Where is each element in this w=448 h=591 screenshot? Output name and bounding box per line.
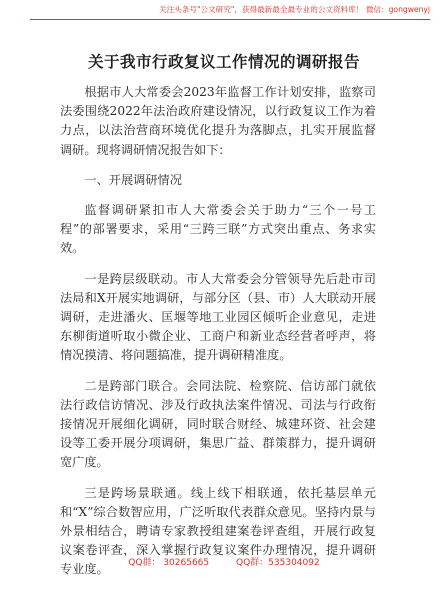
header-notice: 关注头条号"公文研究"，获得最新最全最专业的公文资料库！ 微信：gongwenyj xyxy=(158,5,430,14)
section-heading-1: 一、开展调研情况 xyxy=(84,172,182,187)
document-title: 关于我市行政复议工作情况的调研报告 xyxy=(87,52,360,71)
paragraph-4: 三是跨场景联通。线上线下相联通，依托基层单元和“X”综合数智应用，广泛听取代表群众意见。坚持内景与外景相结合，聘请专家教授组建案卷评查组，开展行政复议案卷评查，深入掌握行政复议案件办理情况，提升调研专业度。 xyxy=(60,485,376,577)
footer-qq-group-2: QQ群：535304092 xyxy=(236,558,320,568)
header-rule xyxy=(30,19,430,20)
paragraph-intro: 根据市人大常委会2023年监督工作计划安排，监察司法委围绕2022年法治政府建设情况，以行政复议工作为着力点，以法治营商环境优化提升为落脚点，扎实开展监督调研。现将调研情况报告如下： xyxy=(60,85,376,157)
document-body xyxy=(60,83,376,591)
footer-qq-group-1: QQ群： 30265665 xyxy=(128,558,210,568)
paragraph-3: 二是跨部门联合。会同法院、检察院、信访部门就依法行政信访情况、涉及行政执法案件情况、司法与行政衔接情况开展细化调研，同时联合财经、城建环资、社会建设等工委开展分项调研，集思广益、群策群力，提升调研宽广度。 xyxy=(60,378,376,470)
footer xyxy=(0,555,448,568)
paragraph-2: 一是跨层级联动。市人大常委会分管领导先后赴市司法局和X开展实地调研，与部分区（县、市）人大联动开展调研，走进潘火、匡堰等地工业园区倾听企业意见，走进东柳街道听取小微企业、工商户和新业态经营者呼声，将情况摸清、将问题搞准，提升调研精准度。 xyxy=(60,271,376,363)
paragraph-1: 监督调研紧扣市人大常委会关于助力“三个一号工程”的部署要求，采用“三跨三联”方式突出重点、务求实效。 xyxy=(60,203,376,256)
